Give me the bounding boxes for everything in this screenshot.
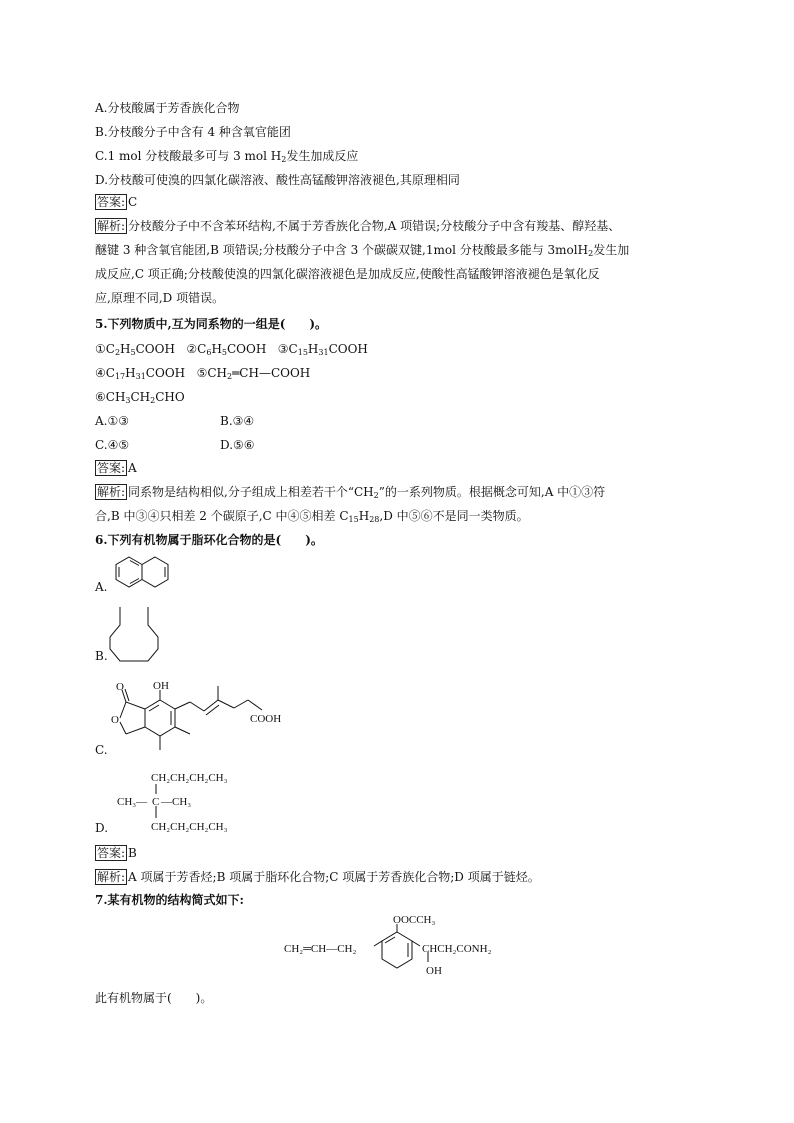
q4-option-a: A.分枝酸属于芳香族化合物 <box>95 101 240 115</box>
aspirin-derivative-structure <box>282 912 522 984</box>
acetoxy-label: OOCCH₃ <box>393 914 436 926</box>
q7-stem: 7.某有机物的结构简式如下: <box>95 893 244 907</box>
right-methyl-label: —CH₃ <box>161 796 192 808</box>
q4-option-c: C.1 mol 分枝酸最多可与 3 mol $H_2$发生加成反应 <box>95 149 359 164</box>
q5-stem: 5.下列物质中,互为同系物的一组是( )。 <box>95 317 328 331</box>
q4-answer: 答案: C <box>97 195 138 209</box>
q6-option-d: D. <box>95 821 109 835</box>
hydroxyl-label: OH <box>153 680 169 692</box>
analysis-tag: 解析: <box>97 485 126 499</box>
q6-analysis: 解析: A 项属于芳香烃;B 项属于脂环化合物;C 项属于芳香族化合物;D 项属于链烃。 <box>97 870 540 884</box>
q5-option-d: D.⑤⑥ <box>220 438 255 452</box>
q4-analysis-line-3: 成反应,C 项正确;分枝酸使溴的四氯化碳溶液褪色是加成反应,使酸性高锰酸钾溶液褪色是氧化反 <box>95 267 600 281</box>
q5-substances-row-2 <box>95 365 310 381</box>
substance-5: $⑤CH_2═CH—COOH$ <box>196 366 311 381</box>
q5-substances-row-3 <box>95 389 185 405</box>
q5-option-b: B.③④ <box>220 414 255 428</box>
allyl-chain-label: CH₂═CH—CH₂ <box>284 943 357 955</box>
cycloalkane-structure <box>106 605 166 665</box>
answer-tag: 答案: <box>97 461 126 475</box>
analysis-tag: 解析: <box>97 219 126 233</box>
substance-1: $①C_2H_5COOH$ <box>95 342 175 357</box>
q6-answer: 答案: B <box>97 846 137 860</box>
q4-option-d: D.分枝酸可使溴的四氯化碳溶液、酸性高锰酸钾溶液褪色,其原理相同 <box>95 173 460 187</box>
q4-analysis-line-1: 解析: 分枝酸分子中不含苯环结构,不属于芳香族化合物,A 项错误;分枝酸分子中含有羧基、醇羟基、 <box>97 219 621 233</box>
naphthalene-structure <box>110 555 180 595</box>
branched-alkane-structure <box>110 768 310 834</box>
q4-analysis-line-4: 应,原理不同,D 项错误。 <box>95 291 225 305</box>
q6-option-b: B. <box>95 649 108 663</box>
q5-answer: 答案: A <box>97 461 137 475</box>
quaternary-carbon-label: C <box>152 796 160 808</box>
substance-2: $②C_6H_5COOH$ <box>186 342 267 357</box>
amide-chain-label: CHCH₂CONH₂ <box>422 943 492 955</box>
q5-option-a: A.①③ <box>95 414 129 428</box>
carboxyl-label: COOH <box>250 713 282 725</box>
q6-stem: 6.下列有机物属于脂环化合物的是( )。 <box>95 533 323 547</box>
analysis-tag: 解析: <box>97 870 126 884</box>
left-methyl-label: CH₃— <box>117 796 148 808</box>
substance-4: $④C_{17}H_{31}COOH$ <box>95 366 186 381</box>
ring-o-label: O <box>111 714 119 726</box>
hydroxyl-label: OH <box>426 965 442 977</box>
substance-6: $⑥CH_3CH_2CHO$ <box>95 390 185 405</box>
substance-3: $③C_{15}H_{31}COOH$ <box>277 342 368 357</box>
q4-option-b: B.分枝酸分子中含有 4 种含氧官能团 <box>95 125 291 139</box>
q5-analysis-line-2: 合,B 中③④只相差 2 个碳原子,C 中④⑤相差 $C_{15}H_{28},D$ 中⑤⑥不是同一类物质。 <box>95 509 529 524</box>
q5-substances-row-1 <box>95 341 368 357</box>
answer-tag: 答案: <box>97 195 126 209</box>
carbonyl-o-label: O <box>116 681 124 693</box>
top-chain-label: CH₂CH₂CH₂CH₃ <box>151 772 228 784</box>
bottom-chain-label: CH₂CH₂CH₂CH₃ <box>151 821 228 833</box>
q4-analysis-line-2: 醚键 3 种含氧官能团,B 项错误;分枝酸分子中含 3 个碳碳双键,1mol 分枝酸最多能与 3molH$_2$发生加 <box>95 243 630 258</box>
q6-option-a: A. <box>95 580 108 594</box>
answer-tag: 答案: <box>97 846 126 860</box>
q5-analysis-line-1: 解析: 同系物是结构相似,分子组成上相差若干个“$CH_2$”的一系列物质。根据概念可知,A 中①③符 <box>97 485 606 500</box>
q5-option-c: C.④⑤ <box>95 438 130 452</box>
q7-question-ending: 此有机物属于( )。 <box>95 991 213 1005</box>
q6-option-c: C. <box>95 743 108 757</box>
